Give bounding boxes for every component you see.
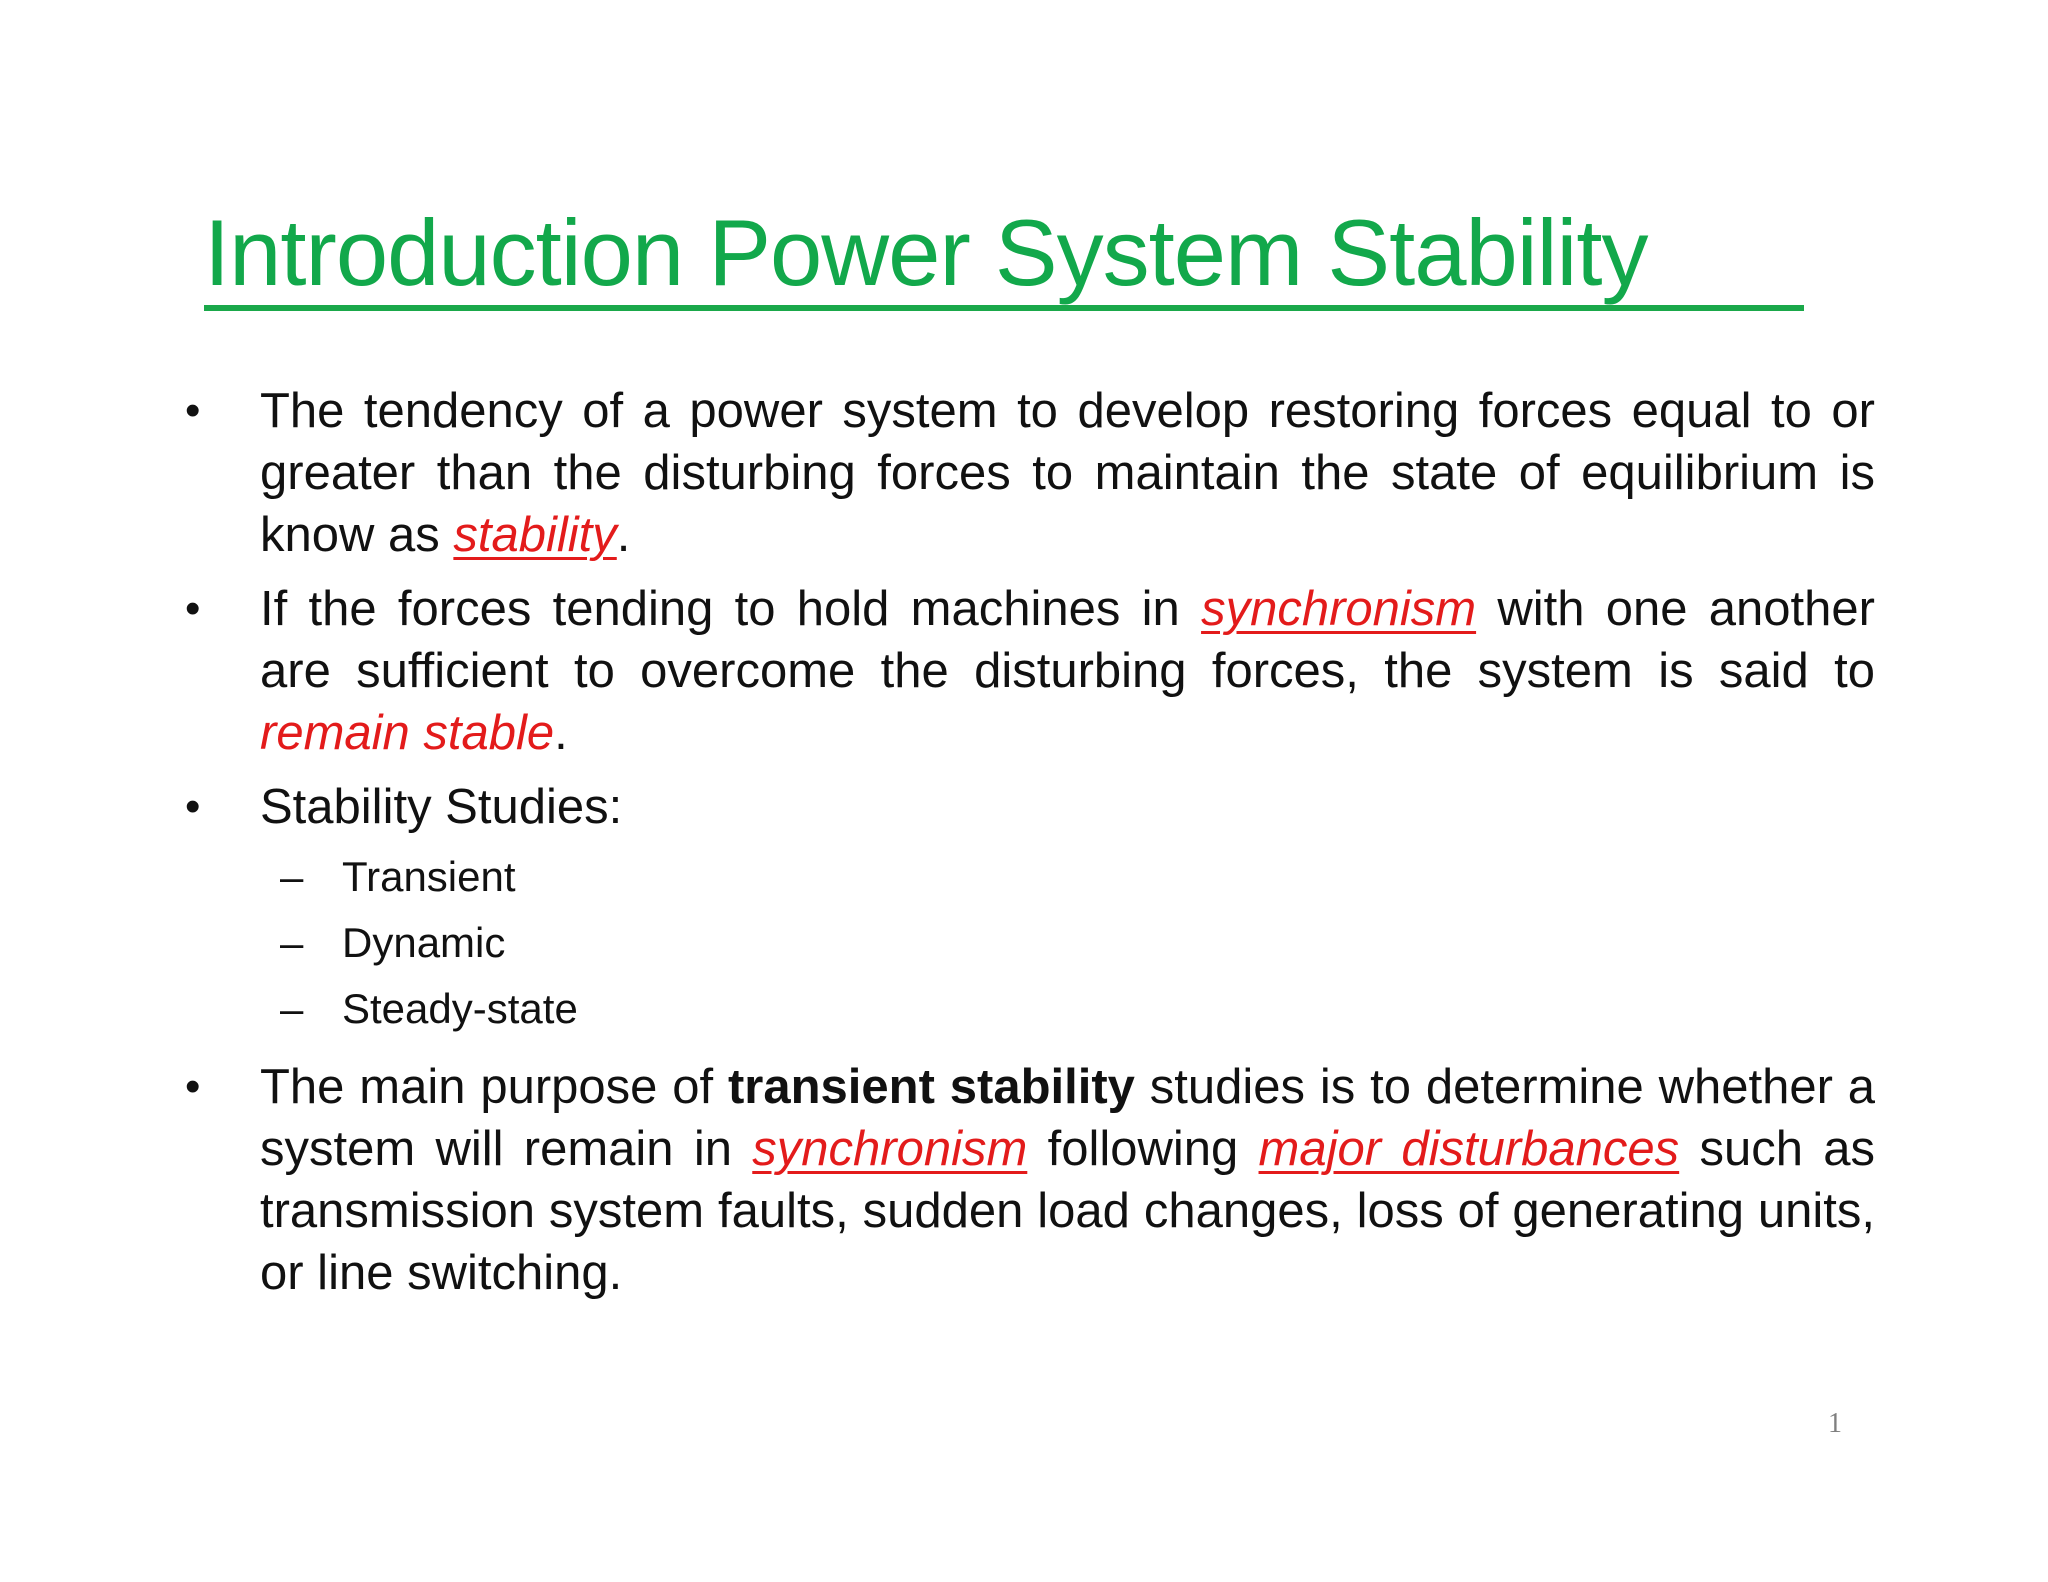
- sub-item-label: Transient: [342, 853, 516, 900]
- page-number: 1: [1828, 1408, 1842, 1439]
- bullet-icon: •: [185, 1062, 201, 1111]
- emphasis-stability: stability: [453, 508, 617, 562]
- bullet-text: with one another are sufficient to overcome the disturbing forces, the system is said to: [260, 582, 1875, 698]
- bullet-text: .: [616, 508, 631, 562]
- bullet-synchronism: [185, 578, 1875, 764]
- bullet-icon: •: [185, 386, 201, 435]
- sub-item-label: Dynamic: [342, 919, 506, 966]
- bullet-stability-studies: [185, 776, 1875, 838]
- bullet-text: The main purpose of: [260, 1060, 728, 1114]
- emphasis-transient-stability: transient stability: [727, 1060, 1135, 1114]
- bullet-transient-stability: [185, 1056, 1875, 1304]
- stability-studies-list: [280, 844, 1875, 1042]
- bullet-text: If the forces tending to hold machines in: [260, 582, 1202, 636]
- emphasis-synchronism: synchronism: [752, 1122, 1028, 1176]
- bullet-icon: •: [185, 782, 201, 831]
- dash-icon: –: [280, 919, 304, 966]
- emphasis-remain-stable: remain stable: [260, 706, 555, 760]
- sub-item-steady-state: [280, 976, 1875, 1042]
- emphasis-synchronism: synchronism: [1201, 582, 1477, 636]
- bullet-text: such as transmission system faults, sudden load changes, loss of generating units, or line switching.: [260, 1122, 1875, 1300]
- sub-item-dynamic: [280, 910, 1875, 976]
- bullet-text: .: [554, 706, 568, 760]
- bullet-text: following: [1027, 1122, 1259, 1176]
- bullet-text: Stability Studies:: [260, 780, 623, 834]
- sub-item-label: Steady-state: [342, 985, 578, 1032]
- dash-icon: –: [280, 853, 304, 900]
- emphasis-major-disturbances: major disturbances: [1258, 1122, 1680, 1176]
- bullet-stability-definition: [185, 380, 1875, 566]
- bullet-icon: •: [185, 584, 201, 633]
- bullet-text: studies is to determine whether a system will remain in: [260, 1060, 1875, 1176]
- slide-title: Introduction Power System Stability: [204, 205, 1804, 311]
- bullet-text: The tendency of a power system to develop restoring forces equal to or greater than the disturbing forces to maintain the state of equilibrium is know as: [260, 384, 1875, 562]
- sub-item-transient: [280, 844, 1875, 910]
- dash-icon: –: [280, 985, 304, 1032]
- bullet-list: [185, 380, 1875, 1304]
